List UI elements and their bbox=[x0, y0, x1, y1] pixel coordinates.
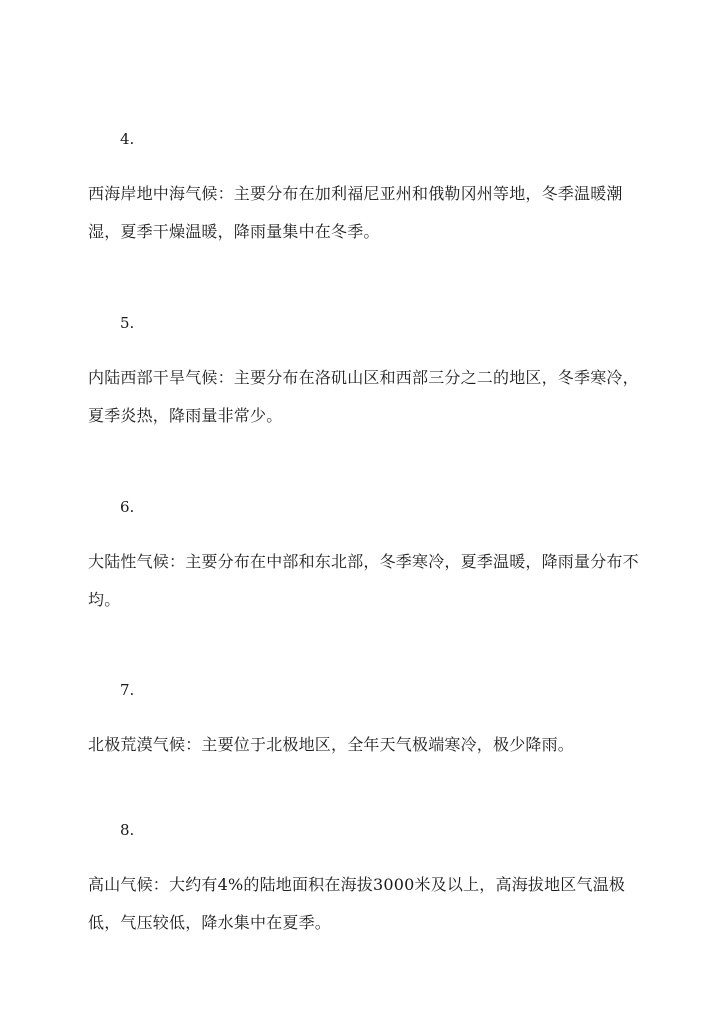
item-paragraph: 内陆西部干旱气候：主要分布在洛矶山区和西部三分之二的地区，冬季寒冷，夏季炎热，降雨量非常少。 bbox=[88, 368, 639, 425]
item-paragraph: 高山气候：大约有4%的陆地面积在海拔3000米及以上，高海拔地区气温极低，气压较低，降水集中在夏季。 bbox=[88, 875, 626, 932]
item-paragraph: 西海岸地中海气候：主要分布在加利福尼亚州和俄勒冈州等地，冬季温暖潮湿，夏季干燥温暖，降雨量集中在冬季。 bbox=[88, 184, 623, 241]
item-number: 5. bbox=[120, 314, 135, 332]
item-number: 6. bbox=[120, 498, 135, 516]
item-paragraph: 北极荒漠气候：主要位于北极地区，全年天气极端寒冷，极少降雨。 bbox=[88, 735, 575, 754]
climate-item-7 bbox=[88, 680, 648, 764]
climate-item-8 bbox=[88, 820, 648, 942]
climate-item-5 bbox=[88, 313, 648, 435]
climate-item-4 bbox=[88, 129, 648, 251]
climate-item-6 bbox=[88, 497, 648, 619]
item-number: 4. bbox=[120, 130, 135, 148]
item-number: 8. bbox=[120, 821, 135, 839]
item-paragraph: 大陆性气候：主要分布在中部和东北部，冬季寒冷，夏季温暖，降雨量分布不均。 bbox=[88, 552, 639, 609]
item-number: 7. bbox=[120, 681, 135, 699]
